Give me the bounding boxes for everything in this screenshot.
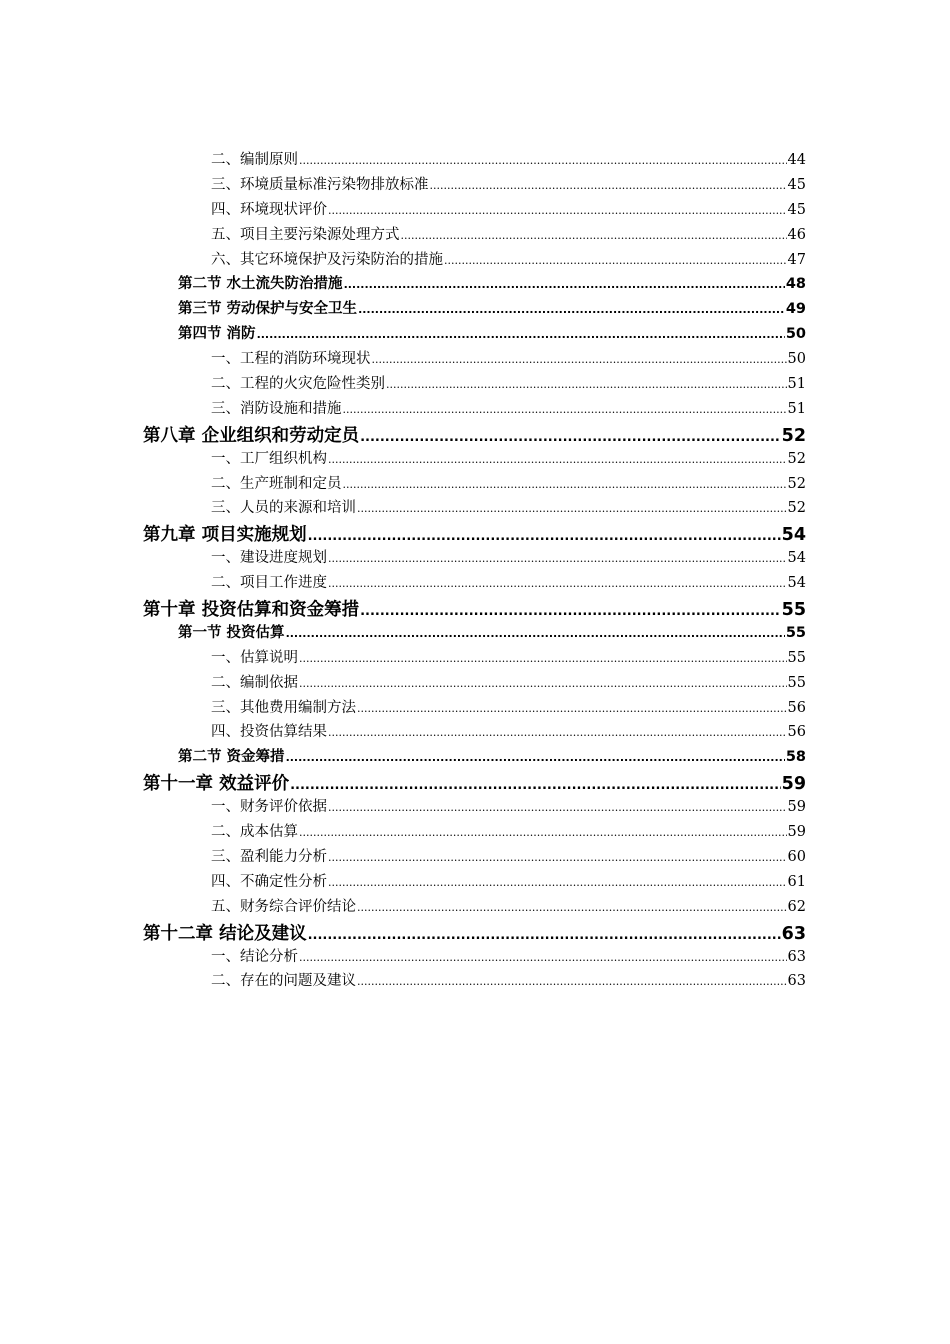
toc-entry-subsection[interactable] (0, 148, 950, 173)
dot-leader (286, 749, 785, 765)
toc-entry-page-number: 54 (787, 550, 806, 567)
toc-entry-title: 三、人员的来源和培训 (211, 500, 356, 517)
toc-entry-subsection[interactable] (0, 447, 950, 472)
toc-entry-section[interactable] (0, 322, 950, 347)
toc-entry-subsection[interactable] (0, 496, 950, 521)
toc-entry-title: 第三节 劳动保护与安全卫生 (178, 301, 358, 318)
toc-entry-subsection[interactable] (0, 397, 950, 422)
toc-entry-section[interactable] (0, 621, 950, 646)
toc-entry-title: 第十一章 效益评价 (143, 774, 290, 795)
toc-entry-page-number: 55 (781, 600, 806, 621)
toc-entry-title: 四、投资估算结果 (211, 724, 327, 741)
dot-leader (328, 799, 787, 815)
toc-entry-page-number: 47 (787, 251, 806, 268)
toc-entry-subsection[interactable] (0, 795, 950, 820)
table-of-contents (0, 148, 950, 994)
toc-entry-page-number: 52 (787, 450, 806, 467)
toc-entry-subsection[interactable] (0, 372, 950, 397)
dot-leader (328, 575, 787, 591)
toc-entry-page-number: 63 (787, 973, 806, 990)
toc-entry-title: 三、其他费用编制方法 (211, 699, 356, 716)
toc-entry-subsection[interactable] (0, 696, 950, 721)
dot-leader (328, 874, 787, 890)
toc-entry-page-number: 46 (787, 226, 806, 243)
toc-entry-subsection[interactable] (0, 248, 950, 273)
dot-leader (360, 426, 781, 446)
dot-leader (299, 675, 787, 691)
toc-entry-subsection[interactable] (0, 347, 950, 372)
toc-entry-title: 第十二章 结论及建议 (143, 923, 307, 944)
dot-leader (343, 476, 787, 492)
dot-leader (444, 252, 787, 268)
dot-leader (328, 202, 787, 218)
toc-entry-page-number: 51 (787, 376, 806, 393)
dot-leader (372, 351, 787, 367)
toc-entry-page-number: 54 (787, 575, 806, 592)
toc-entry-title: 一、结论分析 (211, 948, 298, 965)
toc-entry-title: 第九章 项目实施规划 (143, 525, 307, 546)
toc-entry-subsection[interactable] (0, 472, 950, 497)
toc-entry-subsection[interactable] (0, 173, 950, 198)
toc-entry-title: 二、生产班制和定员 (211, 475, 342, 492)
dot-leader (430, 177, 787, 193)
toc-entry-page-number: 60 (787, 848, 806, 865)
toc-entry-title: 一、工厂组织机构 (211, 450, 327, 467)
dot-leader (328, 849, 787, 865)
toc-entry-title: 第四节 消防 (178, 326, 256, 343)
toc-entry-page-number: 52 (781, 425, 806, 446)
toc-entry-page-number: 62 (787, 898, 806, 915)
dot-leader (308, 924, 781, 944)
toc-entry-subsection[interactable] (0, 945, 950, 970)
toc-entry-page-number: 59 (787, 799, 806, 816)
dot-leader (299, 650, 787, 666)
toc-entry-page-number: 48 (785, 276, 806, 293)
toc-entry-page-number: 52 (787, 475, 806, 492)
toc-entry-title: 二、成本估算 (211, 824, 298, 841)
toc-entry-subsection[interactable] (0, 198, 950, 223)
toc-entry-subsection[interactable] (0, 969, 950, 994)
dot-leader (357, 500, 787, 516)
dot-leader (401, 227, 787, 243)
toc-entry-page-number: 58 (785, 749, 806, 766)
toc-entry-page-number: 63 (787, 948, 806, 965)
toc-entry-title: 三、环境质量标准污染物排放标准 (211, 176, 429, 193)
toc-entry-subsection[interactable] (0, 720, 950, 745)
toc-entry-title: 一、财务评价依据 (211, 799, 327, 816)
toc-entry-title: 三、盈利能力分析 (211, 848, 327, 865)
toc-entry-title: 第十章 投资估算和资金筹措 (143, 600, 360, 621)
toc-entry-title: 二、编制原则 (211, 152, 298, 168)
toc-entry-chapter[interactable] (0, 596, 950, 621)
dot-leader (257, 326, 785, 342)
toc-entry-section[interactable] (0, 297, 950, 322)
toc-entry-subsection[interactable] (0, 223, 950, 248)
toc-entry-page-number: 55 (787, 674, 806, 691)
dot-leader (308, 525, 781, 545)
toc-entry-page-number: 44 (787, 152, 806, 168)
toc-entry-subsection[interactable] (0, 671, 950, 696)
toc-entry-title: 二、工程的火灾危险性类别 (211, 376, 385, 393)
toc-entry-section[interactable] (0, 745, 950, 770)
toc-entry-title: 一、估算说明 (211, 649, 298, 666)
toc-entry-page-number: 51 (787, 400, 806, 417)
toc-entry-title: 四、不确定性分析 (211, 873, 327, 890)
toc-entry-title: 第二节 水土流失防治措施 (178, 276, 343, 293)
dot-leader (357, 899, 787, 915)
toc-entry-page-number: 59 (781, 774, 806, 795)
toc-entry-title: 六、其它环境保护及污染防治的措施 (211, 251, 443, 268)
dot-leader (290, 774, 781, 794)
toc-entry-title: 二、存在的问题及建议 (211, 973, 356, 990)
toc-entry-page-number: 55 (787, 649, 806, 666)
toc-entry-subsection[interactable] (0, 820, 950, 845)
toc-entry-chapter[interactable] (0, 920, 950, 945)
toc-entry-chapter[interactable] (0, 521, 950, 546)
dot-leader (299, 824, 787, 840)
toc-entry-chapter[interactable] (0, 422, 950, 447)
toc-entry-page-number: 45 (787, 201, 806, 218)
toc-entry-page-number: 54 (781, 525, 806, 546)
toc-entry-title: 二、编制依据 (211, 674, 298, 691)
toc-entry-title: 四、环境现状评价 (211, 201, 327, 218)
toc-entry-subsection[interactable] (0, 895, 950, 920)
dot-leader (328, 550, 787, 566)
dot-leader (360, 600, 781, 620)
toc-entry-page-number: 63 (781, 923, 806, 944)
toc-entry-title: 一、工程的消防环境现状 (211, 351, 371, 368)
toc-entry-page-number: 59 (787, 824, 806, 841)
toc-entry-page-number: 61 (787, 873, 806, 890)
toc-entry-subsection[interactable] (0, 646, 950, 671)
toc-entry-title: 第八章 企业组织和劳动定员 (143, 425, 360, 446)
dot-leader (343, 401, 787, 417)
toc-entry-page-number: 55 (785, 624, 806, 641)
dot-leader (358, 301, 785, 317)
toc-entry-title: 一、建设进度规划 (211, 550, 327, 567)
toc-entry-page-number: 49 (785, 301, 806, 318)
toc-entry-title: 五、项目主要污染源处理方式 (211, 226, 400, 243)
toc-entry-title: 三、消防设施和措施 (211, 400, 342, 417)
toc-entry-subsection[interactable] (0, 845, 950, 870)
dot-leader (386, 376, 787, 392)
toc-entry-section[interactable] (0, 272, 950, 297)
dot-leader (344, 276, 785, 292)
dot-leader (357, 700, 787, 716)
toc-entry-subsection[interactable] (0, 546, 950, 571)
toc-entry-subsection[interactable] (0, 571, 950, 596)
toc-entry-page-number: 50 (785, 326, 806, 343)
dot-leader (299, 949, 787, 965)
toc-entry-title: 二、项目工作进度 (211, 575, 327, 592)
toc-entry-page-number: 56 (787, 724, 806, 741)
dot-leader (328, 724, 787, 740)
dot-leader (357, 973, 787, 989)
toc-entry-page-number: 50 (787, 351, 806, 368)
toc-entry-chapter[interactable] (0, 770, 950, 795)
toc-entry-title: 第二节 资金筹措 (178, 749, 285, 766)
dot-leader (286, 625, 785, 641)
dot-leader (299, 152, 787, 168)
toc-entry-page-number: 45 (787, 176, 806, 193)
toc-entry-subsection[interactable] (0, 870, 950, 895)
dot-leader (328, 451, 787, 467)
toc-entry-title: 第一节 投资估算 (178, 624, 285, 641)
toc-entry-title: 五、财务综合评价结论 (211, 898, 356, 915)
toc-entry-page-number: 52 (787, 500, 806, 517)
toc-entry-page-number: 56 (787, 699, 806, 716)
